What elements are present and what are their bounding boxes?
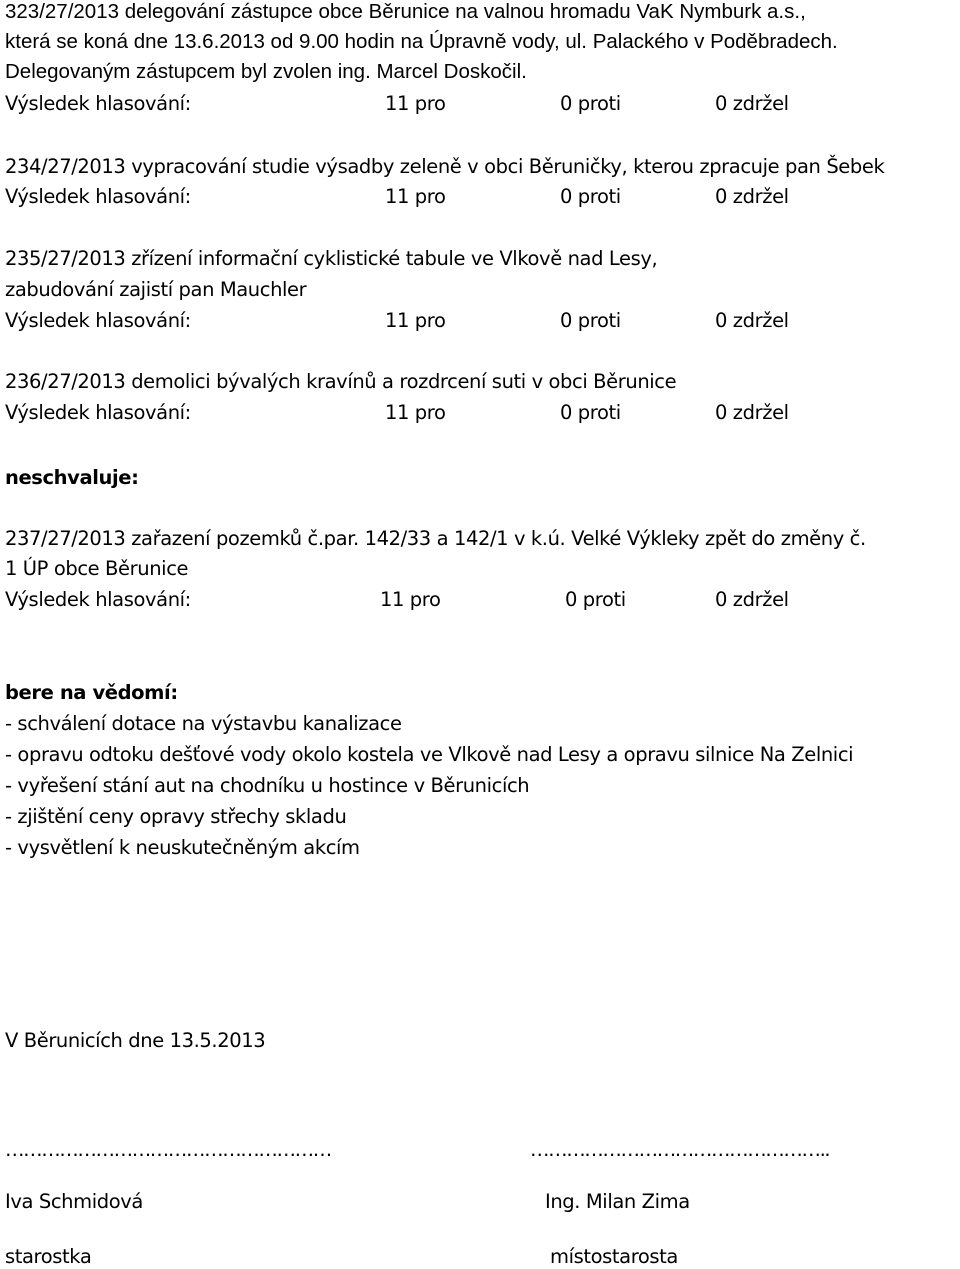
vote-proti: 0 proti [565,588,626,611]
vote-proti: 0 proti [560,401,621,424]
vote-label: Výsledek hlasování: [5,185,191,208]
signer-name-left: Iva Schmidová [5,1190,143,1213]
resolution-235-line-2: zabudování zajistí pan Mauchler [5,278,307,301]
vedomi-item: - vysvětlení k neuskutečněným akcím [5,836,360,859]
resolution-234-line-1: 234/27/2013 vypracování studie výsadby zeleně v obci Běruničky, kterou zpracuje pan Šebek [5,155,885,178]
signature-line-right: ………………………………………….. [530,1138,830,1161]
vote-zdrzel: 0 zdržel [715,309,789,332]
vote-pro: 11 pro [380,588,441,611]
vote-proti: 0 proti [560,309,621,332]
vote-proti: 0 proti [560,185,621,208]
vote-pro: 11 pro [385,92,446,115]
vedomi-item: - zjištění ceny opravy střechy skladu [5,805,347,828]
signature-line-left: ……………………………………………… [5,1138,331,1161]
vote-pro: 11 pro [385,401,446,424]
vote-pro: 11 pro [385,185,446,208]
resolution-323-line-3: Delegovaným zástupcem byl zvolen ing. Marcel Doskočil. [5,60,527,83]
place-date: V Běrunicích dne 13.5.2013 [5,1029,266,1052]
resolution-236-line-1: 236/27/2013 demolici bývalých kravínů a rozdrcení suti v obci Běrunice [5,370,677,393]
neschvaluje-heading: neschvaluje: [5,466,139,489]
resolution-237-line-2: 1 ÚP obce Běrunice [5,557,189,580]
vote-pro: 11 pro [385,309,446,332]
signer-role-right: místostarosta [550,1245,678,1268]
vote-zdrzel: 0 zdržel [715,92,789,115]
signer-name-right: Ing. Milan Zima [545,1190,690,1213]
vote-proti: 0 proti [560,92,621,115]
resolution-323-line-2: která se koná dne 13.6.2013 od 9.00 hodin na Úpravně vody, ul. Palackého v Poděbradech. [5,30,838,53]
vedomi-item: - opravu odtoku dešťové vody okolo kostela ve Vlkově nad Lesy a opravu silnice Na Zelnici [5,743,854,766]
vedomi-item: - vyřešení stání aut na chodníku u hostince v Běrunicích [5,774,530,797]
vote-label: Výsledek hlasování: [5,401,191,424]
vote-label: Výsledek hlasování: [5,588,191,611]
signer-role-left: starostka [5,1245,92,1268]
vote-label: Výsledek hlasování: [5,92,191,115]
resolution-323-line-1: 323/27/2013 delegování zástupce obce Běrunice na valnou hromadu VaK Nymburk a.s., [5,0,806,23]
vote-zdrzel: 0 zdržel [715,401,789,424]
resolution-237-line-1: 237/27/2013 zařazení pozemků č.par. 142/33 a 142/1 v k.ú. Velké Výkleky zpět do změny č. [5,527,866,550]
resolution-235-line-1: 235/27/2013 zřízení informační cyklistické tabule ve Vlkově nad Lesy, [5,247,658,270]
vedomi-item: - schválení dotace na výstavbu kanalizace [5,712,402,735]
vote-label: Výsledek hlasování: [5,309,191,332]
bere-na-vedomi-heading: bere na vědomí: [5,681,178,704]
vote-zdrzel: 0 zdržel [715,588,789,611]
vote-zdrzel: 0 zdržel [715,185,789,208]
